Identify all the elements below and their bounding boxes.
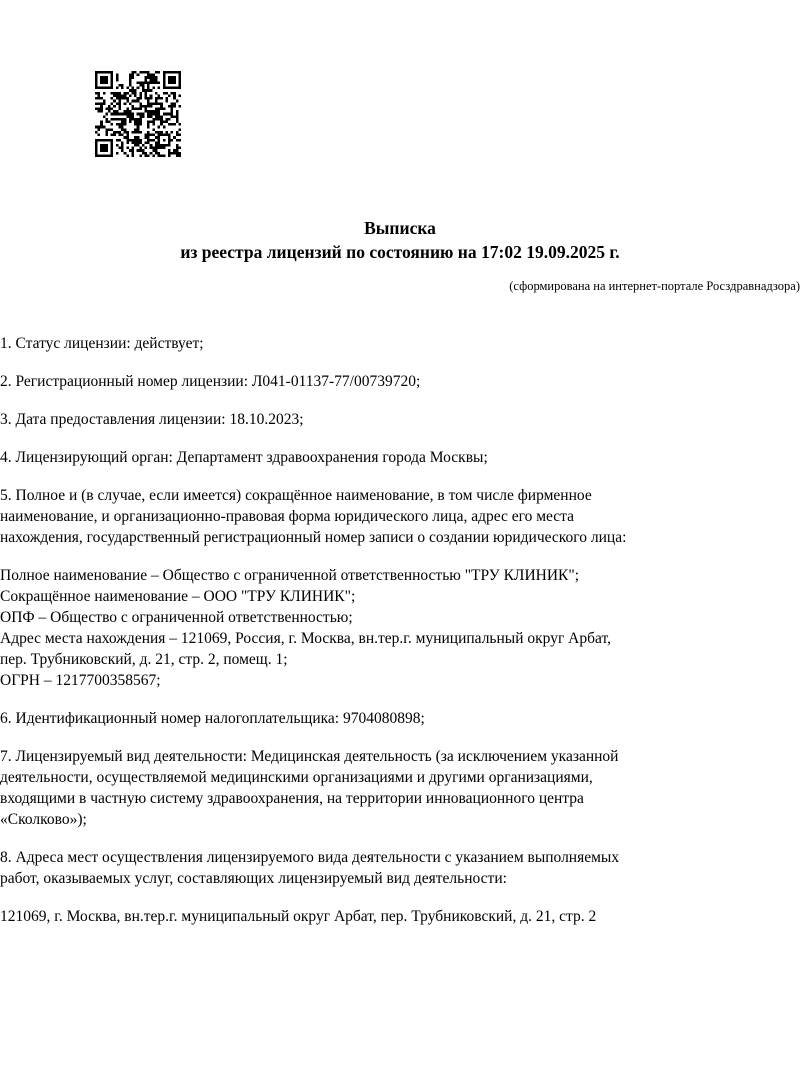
text-line: 6. Идентификационный номер налогоплательщика: 9704080898; bbox=[0, 710, 425, 727]
paragraph-authority bbox=[0, 447, 800, 468]
text-line: 5. Полное и (в случае, если имеется) сокращённое наименование, в том числе фирменное bbox=[0, 487, 592, 504]
org-details-block bbox=[0, 565, 800, 691]
paragraph-inn bbox=[0, 708, 800, 729]
text-line: работ, оказываемых услуг, составляющих лицензируемый вид деятельности: bbox=[0, 870, 507, 887]
paragraph-grant-date bbox=[0, 409, 800, 430]
document-title bbox=[0, 217, 800, 264]
text-line: Полное наименование – Общество с ограниченной ответственностью "ТРУ КЛИНИК"; bbox=[0, 567, 580, 584]
title-line-2: из реестра лицензий по состоянию на 17:02 19.09.2025 г. bbox=[180, 241, 620, 262]
text-line: «Сколково»); bbox=[0, 811, 87, 828]
text-line: 3. Дата предоставления лицензии: 18.10.2023; bbox=[0, 411, 304, 428]
text-line: входящими в частную систему здравоохранения, на территории инновационного центра bbox=[0, 790, 584, 807]
activity-address-line bbox=[0, 906, 800, 927]
title-line-1: Выписка bbox=[364, 218, 436, 238]
paragraph-activity bbox=[0, 746, 800, 830]
text-line: Сокращённое наименование – ООО "ТРУ КЛИНИК"; bbox=[0, 588, 356, 605]
text-line: 8. Адреса мест осуществления лицензируемого вида деятельности с указанием выполняемых bbox=[0, 849, 620, 866]
text-line: нахождения, государственный регистрационный номер записи о создании юридического лица: bbox=[0, 529, 627, 546]
paragraph-license-status bbox=[0, 333, 800, 354]
text-line: 7. Лицензируемый вид деятельности: Медицинская деятельность (за исключением указанной bbox=[0, 748, 619, 765]
text-line: ОПФ – Общество с ограниченной ответственностью; bbox=[0, 609, 353, 626]
qr-code-icon bbox=[95, 71, 181, 157]
text-line: 2. Регистрационный номер лицензии: Л041-01137-77/00739720; bbox=[0, 373, 421, 390]
text-line: наименование, и организационно-правовая форма юридического лица, адрес его места bbox=[0, 508, 575, 525]
text-line: Адрес места нахождения – 121069, Россия, г. Москва, вн.тер.г. муниципальный округ Арбат, bbox=[0, 630, 611, 647]
text-line: 4. Лицензирующий орган: Департамент здравоохранения города Москвы; bbox=[0, 449, 488, 466]
document-body bbox=[0, 333, 800, 927]
text-line: ОГРН – 1217700358567; bbox=[0, 672, 161, 689]
text-line: 1. Статус лицензии: действует; bbox=[0, 335, 204, 352]
paragraph-org-intro bbox=[0, 485, 800, 548]
paragraph-addresses-intro bbox=[0, 847, 800, 889]
text-line: пер. Трубниковский, д. 21, стр. 2, помещ. 1; bbox=[0, 651, 288, 668]
text-line: 121069, г. Москва, вн.тер.г. муниципальный округ Арбат, пер. Трубниковский, д. 21, стр. 2 bbox=[0, 908, 597, 925]
text-line: деятельности, осуществляемой медицинскими организациями и другими организациями, bbox=[0, 769, 593, 786]
document-subtitle: (сформирована на интернет-портале Росздравнадзора) bbox=[509, 279, 800, 293]
paragraph-reg-number bbox=[0, 371, 800, 392]
